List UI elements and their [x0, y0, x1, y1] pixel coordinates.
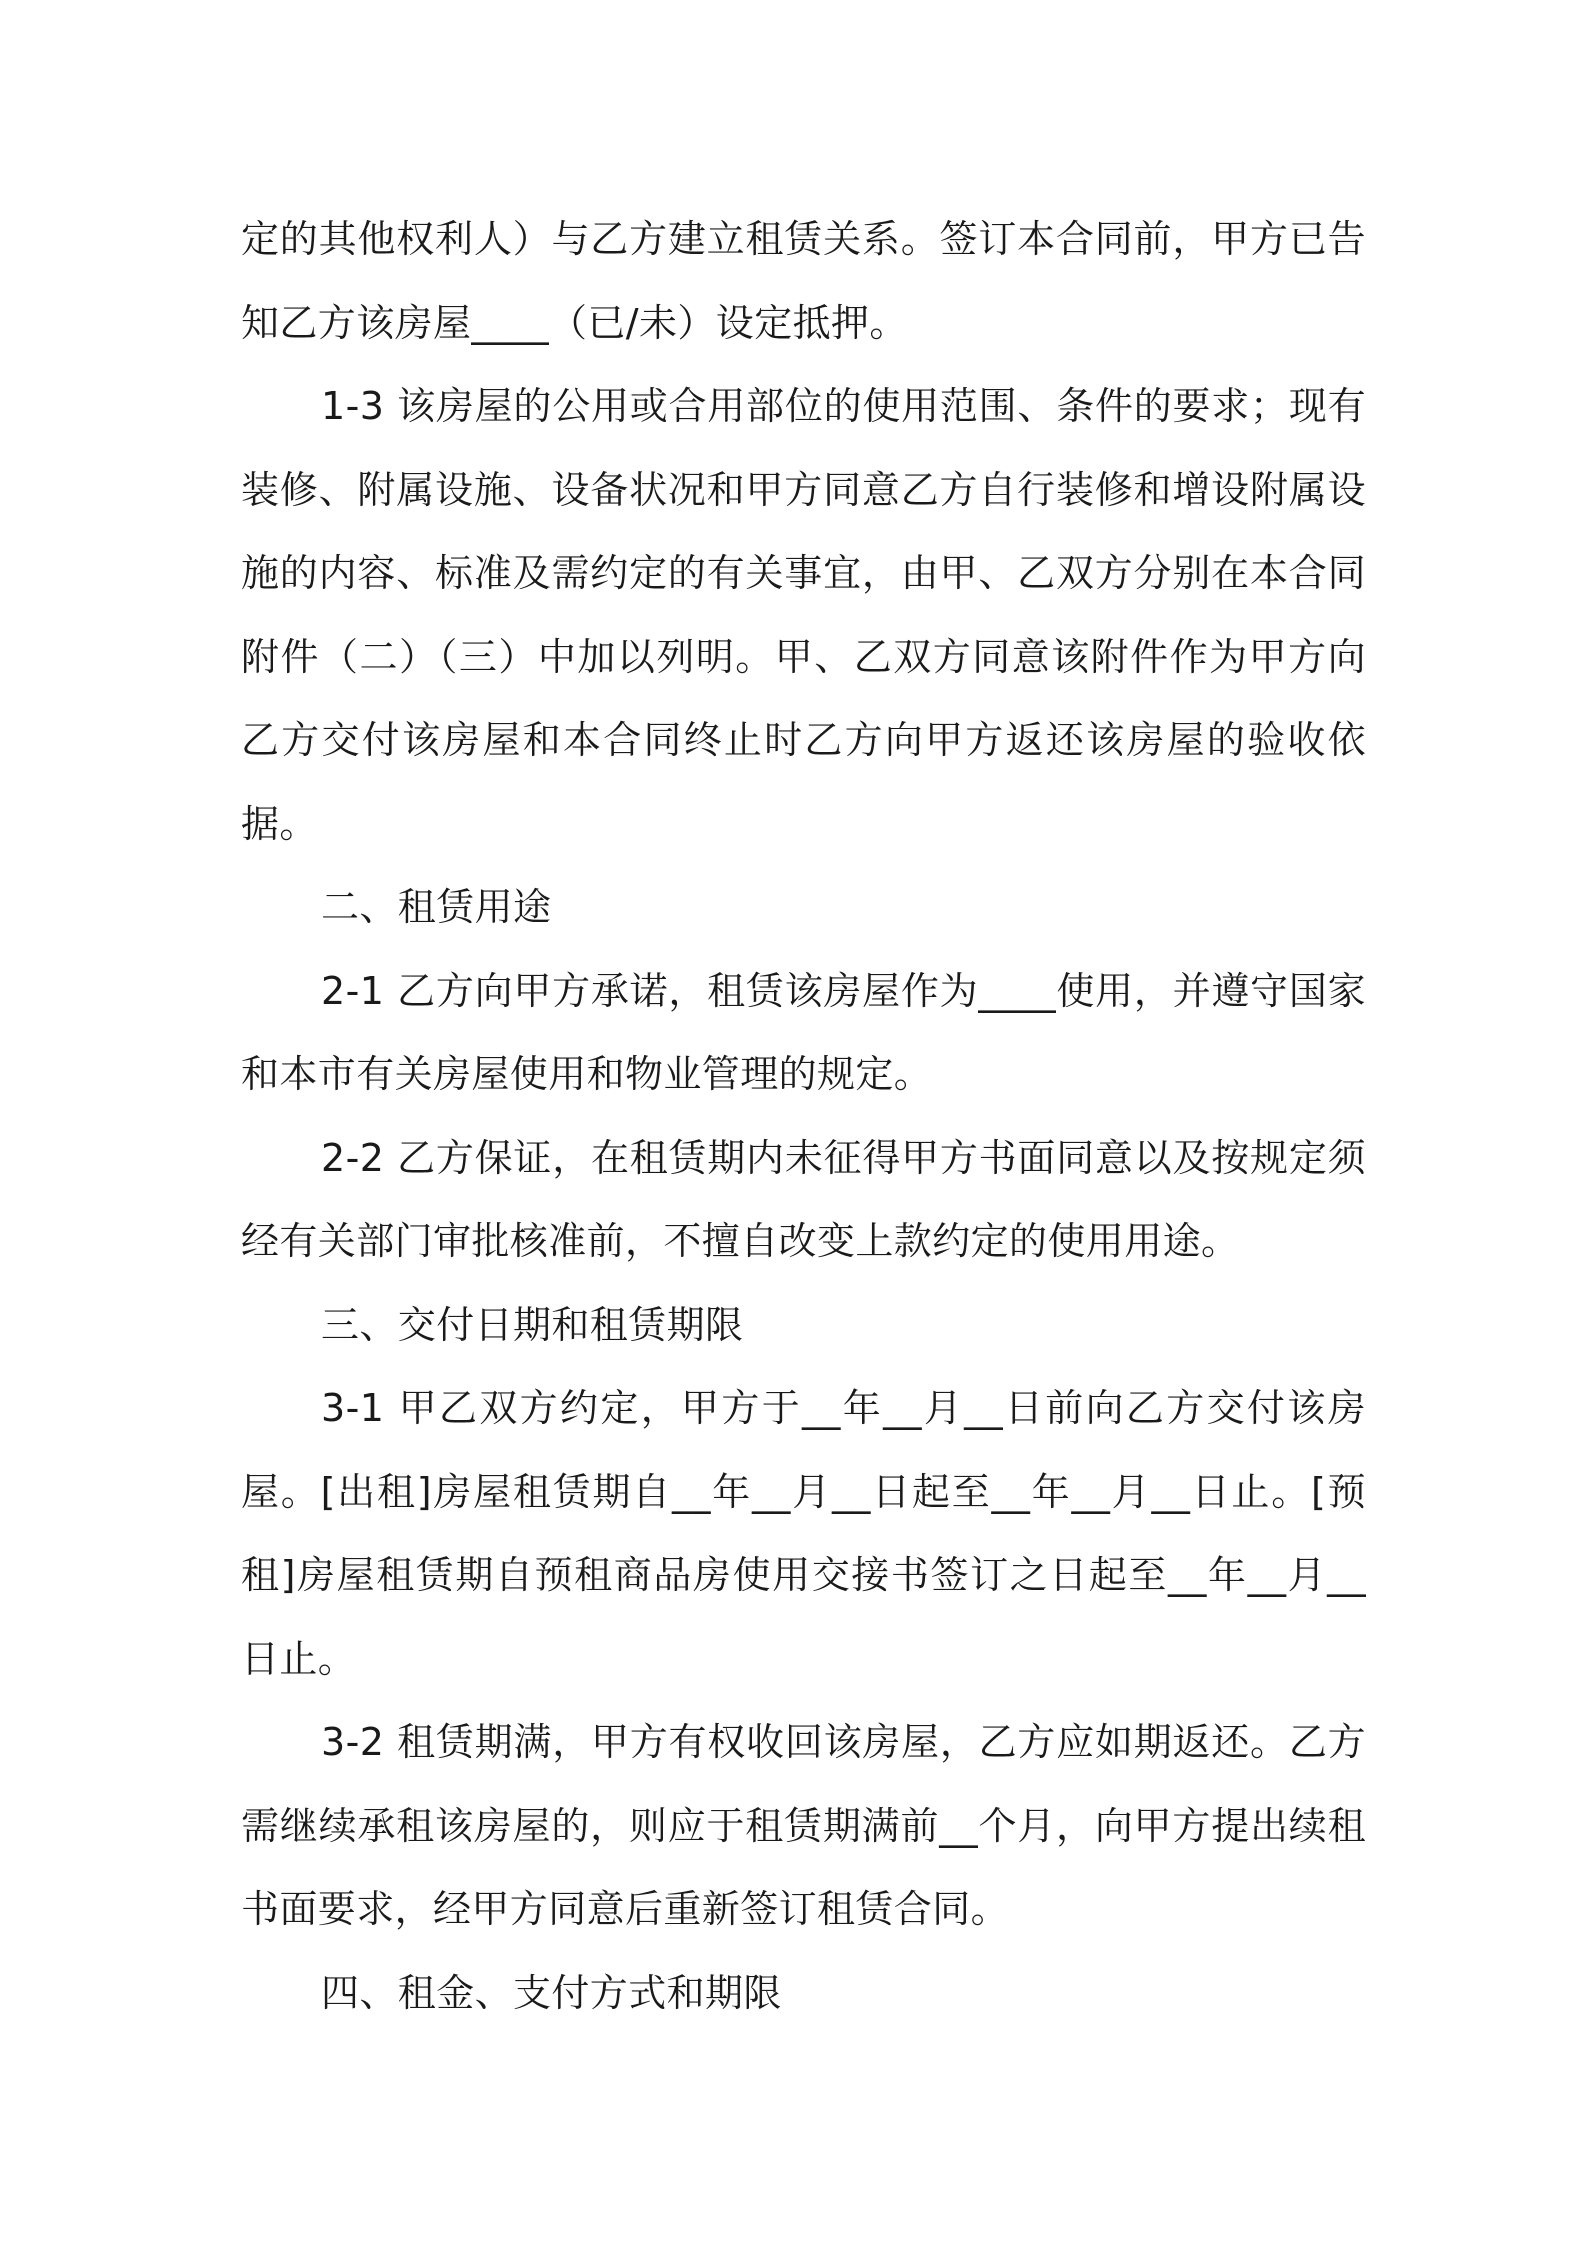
document-body: [241, 198, 1366, 2035]
paragraph-2-2: 2-2 乙方保证，在租赁期内未征得甲方书面同意以及按规定须经有关部门审批核准前，不擅自改变上款约定的使用用途。: [241, 1135, 1366, 1263]
section-heading-4: 四、租金、支付方式和期限: [321, 1970, 782, 2015]
paragraph-2-1: 2-1 乙方向甲方承诺，租赁该房屋作为____使用，并遵守国家和本市有关房屋使用和物业管理的规定。: [241, 968, 1366, 1096]
section-heading-3: 三、交付日期和租赁期限: [321, 1302, 744, 1347]
paragraph-1-3: 1-3 该房屋的公用或合用部位的使用范围、条件的要求；现有装修、附属设施、设备状况和甲方同意乙方自行装修和增设附属设施的内容、标准及需约定的有关事宜，由甲、乙双方分别在本合同附件（二）（三）中加以列明。甲、乙双方同意该附件作为甲方向乙方交付该房屋和本合同终止时乙方向甲方返还该房屋的验收依据。: [241, 384, 1366, 846]
paragraph-3-2: 3-2 租赁期满，甲方有权收回该房屋，乙方应如期返还。乙方需继续承租该房屋的，则应于租赁期满前__个月，向甲方提出续租书面要求，经甲方同意后重新签订租赁合同。: [241, 1720, 1366, 1931]
section-heading-2: 二、租赁用途: [321, 885, 552, 929]
paragraph-mortgage-notice: 定的其他权利人）与乙方建立租赁关系。签订本合同前，甲方已告知乙方该房屋____（已/未）设定抵押。: [241, 217, 1366, 345]
paragraph-3-1: 3-1 甲乙双方约定，甲方于__年__月__日前向乙方交付该房屋。[出租]房屋租赁期自__年__月__日起至__年__月__日止。[预租]房屋租赁期自预租商品房使用交接书签订之日起至__年__月__日止。: [241, 1386, 1366, 1681]
